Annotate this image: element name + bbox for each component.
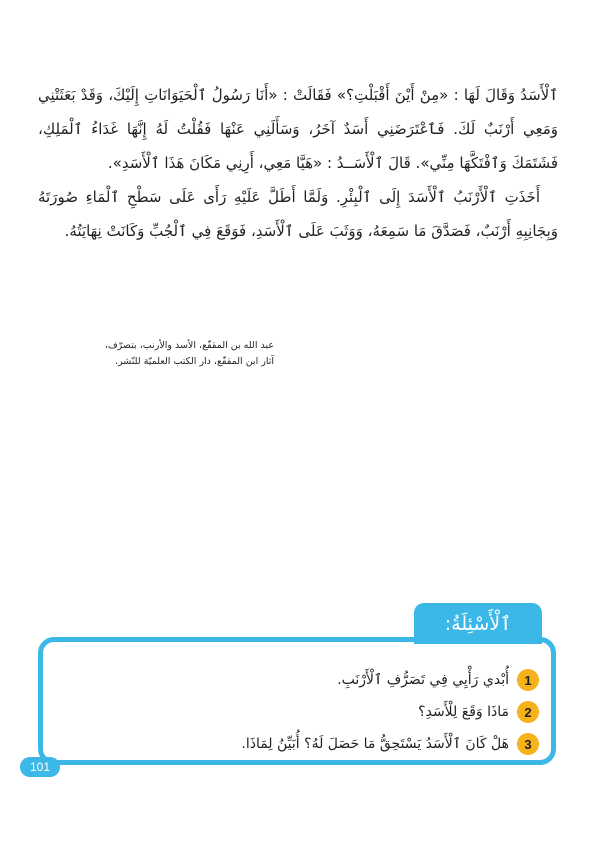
question-number-badge: 3 bbox=[517, 733, 539, 755]
story-passage bbox=[38, 78, 558, 248]
passage-paragraph-2: أَخَذَتِ ٱلْأَرْنَبُ ٱلْأَسَدَ إِلَى ٱلْبِئْرِ. وَلَمَّا أَطَلَّ عَلَيْهِ رَأَى عَلَى سَطْحِ ٱلْمَاءِ صُورَتَهُ وَبِجَانِبِهِ أَرْنَبٌ، فَصَدَّقَ مَا سَمِعَهُ، وَوَثَبَ عَلَى ٱلْأَسَدِ، فَوَقَعَ فِي ٱلْجُبِّ وَكَانَتْ نِهَايَتُهُ. bbox=[38, 188, 558, 240]
source-line-2: آثار ابن المقفّع، دار الكتب العلميّة للنّشر. bbox=[115, 356, 274, 367]
question-item-2 bbox=[59, 696, 539, 728]
passage-paragraph-1: ٱلْأَسَدُ وَقَالَ لَهَا : «مِنْ أَيْنَ أَقْبَلْتِ؟» فَقَالَتْ : «أَنَا رَسُولُ ٱلْحَيَوَانَاتِ إِلَيْكَ، وَقَدْ بَعَثَتْنِي وَمَعِي أَرْنَبٌ لَكَ. فَٱعْتَرَضَنِي أَسَدٌ آخَرُ، وَسَأَلَنِي عَنْهَا فَقُلْتُ لَهُ إِنَّهَا غَدَاءُ ٱلْمَلِكِ، فَشَتَمَكَ وَٱفْتَكَّهَا مِنِّي». قَالَ ٱلْأَسَــدُ : «هَيَّا مَعِي، أَرِنِي مَكَانَ هَذَا ٱلْأَسَدِ». bbox=[38, 86, 558, 172]
question-item-3 bbox=[59, 728, 539, 760]
questions-title-tab bbox=[414, 603, 542, 644]
questions-list bbox=[59, 664, 539, 760]
questions-box bbox=[38, 637, 556, 765]
question-text: أُبْدي رَأْيِي فِي تَصَرُّفِ ٱلْأَرْنَبِ. bbox=[337, 672, 509, 688]
question-item-1 bbox=[59, 664, 539, 696]
questions-title: ٱلْأَسْئِلَةُ: bbox=[444, 612, 512, 635]
page-number-badge bbox=[20, 757, 60, 777]
question-number-badge: 1 bbox=[517, 669, 539, 691]
source-line-1: عبد الله بن المقفّع، الأسد والأرنب، بتصرّف، bbox=[104, 340, 274, 351]
question-text: هَلْ كَانَ ٱلْأَسَدُ يَسْتَحِقُّ مَا حَصَلَ لَهُ؟ أُبَيِّنُ لِمَاذَا. bbox=[241, 736, 509, 752]
source-citation bbox=[60, 338, 274, 370]
question-number-badge: 2 bbox=[517, 701, 539, 723]
page-number: 101 bbox=[29, 760, 51, 774]
question-text: مَاذَا وَقَعَ لِلْأَسَدِ؟ bbox=[418, 704, 509, 720]
